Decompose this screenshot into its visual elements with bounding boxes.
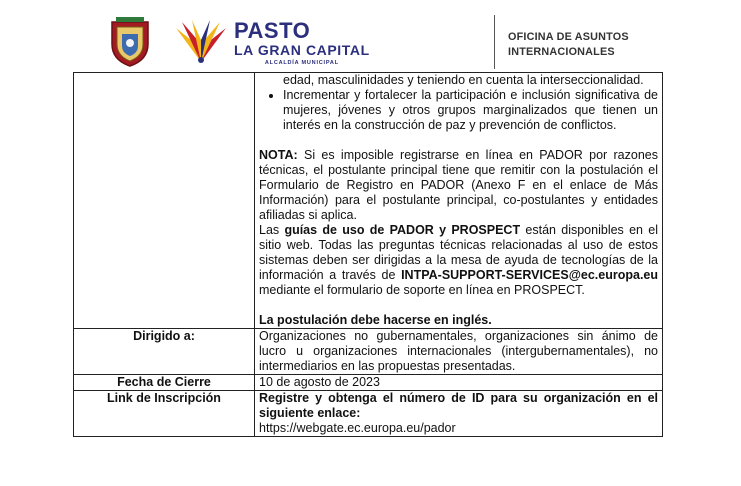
objective-list: [259, 88, 658, 133]
table-row-directed: [74, 329, 663, 375]
bullet-continuation: edad, masculinidades y teniendo en cuenta la interseccionalidad.: [283, 73, 644, 87]
coat-of-arms-icon: [108, 16, 152, 68]
link-instruction: [259, 391, 658, 421]
office-line-2: INTERNACIONALES: [508, 46, 615, 58]
directed-value: Organizaciones no gubernamentales, organizaciones sin ánimo de lucro u organizaciones internacionales (intergubernamentales), no intermediarios en las propuestas presentadas.: [255, 329, 663, 375]
link-label: Link de Inscripción: [74, 391, 255, 437]
guides-title: guías de uso de PADOR y PROSPECT: [284, 223, 521, 237]
header-divider: [494, 15, 495, 69]
brand-title: PASTO: [234, 18, 311, 43]
office-line-1: OFICINA DE ASUNTOS: [508, 31, 629, 43]
english-note-text: La postulación debe hacerse en inglés.: [259, 313, 492, 327]
support-email: INTPA-SUPPORT-SERVICES@ec.europa.eu: [401, 268, 658, 282]
nota-paragraph: [259, 148, 658, 223]
objective-text: Incrementar y fortalecer la participación e inclusión significativa de mujeres, jóvenes y otros grupos marginalizados que tienen un interés en la construcción de paz y prevención de conflictos.: [283, 88, 658, 132]
table-row-intro: [74, 73, 663, 329]
brand-subtitle: LA GRAN CAPITAL: [234, 42, 370, 58]
document-header: [0, 0, 741, 72]
registration-link[interactable]: https://webgate.ec.europa.eu/pador: [259, 421, 456, 435]
deadline-label: Fecha de Cierre: [74, 375, 255, 391]
brand-wordmark: [234, 20, 370, 66]
call-details-table: [73, 72, 663, 437]
table-row-deadline: [74, 375, 663, 391]
nota-text: Si es imposible registrarse en línea en PADOR por razones técnicas, el postulante principal tiene que remitir con la postulación el Formulario de Registro en PADOR (Anexo F en el enlace de Más Información) para el postulante principal, co-postulantes y entidades afiliadas si aplica.: [259, 148, 658, 222]
english-note: [259, 313, 658, 328]
table-row-link: [74, 391, 663, 437]
intro-label-cell: [74, 73, 255, 329]
brand-tagline: ALCALDÍA MUNICIPAL: [264, 60, 339, 66]
guides-text: están disponibles en el sitio web. Todas las preguntas técnicas relacionadas al uso de estos sistemas deben ser dirigidas a la mesa de ayuda de tecnologías de la información a través de: [259, 223, 658, 282]
deadline-value: 10 de agosto de 2023: [255, 375, 663, 391]
nota-label: NOTA:: [259, 148, 298, 162]
office-name: [508, 30, 629, 60]
directed-label: Dirigido a:: [74, 329, 255, 375]
link-value-cell: [255, 391, 663, 437]
link-instruction-text: Registre y obtenga el número de ID para su organización en el siguiente enlace:: [259, 391, 658, 420]
intro-value-cell: [255, 73, 663, 329]
guides-end: mediante el formulario de soporte en línea en PROSPECT.: [259, 283, 585, 297]
pasto-logo-icon: [172, 18, 230, 66]
guides-pre: Las: [259, 223, 285, 237]
list-item: [283, 88, 658, 133]
guides-paragraph: [259, 223, 658, 298]
